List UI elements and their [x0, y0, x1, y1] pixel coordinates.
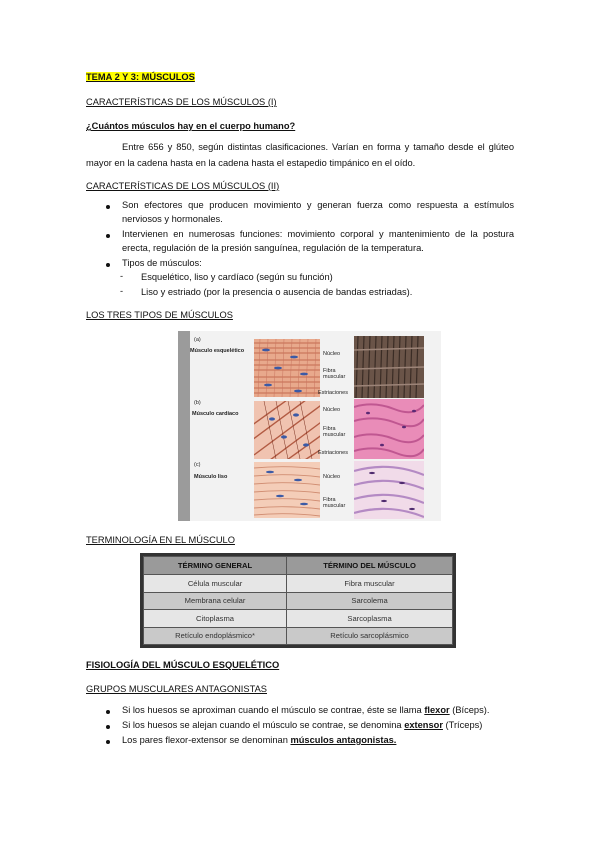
panel-letter-b: (b)	[194, 400, 201, 406]
panel-letter-a: (a)	[194, 337, 201, 343]
section-heading-characteristics-1: CARACTERÍSTICAS DE LOS MÚSCULOS (I)	[86, 97, 277, 107]
bullet-icon	[106, 263, 110, 267]
table-header: TÉRMINO GENERAL	[144, 557, 287, 575]
sub-list-item: Esquelético, liso y cardíaco (según su función)	[141, 272, 333, 282]
bullet-icon	[106, 740, 110, 744]
list-item: Si los huesos se aproximan cuando el músculo se contrae, éste se llama flexor (Bíceps).	[122, 705, 490, 715]
label-muscular-b: muscular	[323, 432, 346, 438]
label-fiber-c: Fibra	[323, 497, 336, 503]
table-cell: Sarcoplasma	[287, 610, 453, 628]
table-row	[144, 592, 453, 610]
dash-marker: -	[120, 271, 124, 281]
label-striations-a: Estriaciones	[318, 390, 348, 396]
label-skeletal-muscle: Músculo esquelético	[190, 348, 245, 354]
document-title: TEMA 2 Y 3: MÚSCULOS	[86, 72, 195, 82]
section-heading-characteristics-2: CARACTERÍSTICAS DE LOS MÚSCULOS (II)	[86, 181, 280, 191]
terminology-table	[140, 553, 456, 648]
bullet-icon	[106, 725, 110, 729]
sub-list-item: Liso y estriado (por la presencia o ausencia de bandas estriadas).	[141, 287, 413, 297]
bullet-icon	[106, 205, 110, 209]
skeletal-micrograph	[354, 336, 424, 398]
list-item: Si los huesos se alejan cuando el músculo se contrae, se denomina extensor (Tríceps)	[122, 720, 483, 730]
panel-letter-c: (c)	[194, 462, 201, 468]
intro-paragraph: Entre 656 y 850, según distintas clasificaciones. Varían en forma y tamaño desde el glúteo mayor en la cadena hasta en la cadena hasta el estapedio timpánico en el oído.	[86, 142, 514, 168]
label-fiber-a: Fibra	[323, 368, 336, 374]
table-cell: Retículo sarcoplásmico	[287, 627, 453, 645]
table-row	[144, 627, 453, 645]
cardiac-muscle-drawing	[254, 401, 320, 459]
table-cell: Sarcolema	[287, 592, 453, 610]
figure-side-bar	[178, 331, 190, 521]
table-header: TÉRMINO DEL MÚSCULO	[287, 557, 453, 575]
label-fiber-b: Fibra	[323, 426, 336, 432]
list-item: Intervienen en numerosas funciones: movimiento corporal y mantenimiento de la postura erecta, regulación de la presión sanguínea, regulación de la temperatura.	[122, 229, 514, 253]
label-striations-b: Estriaciones	[318, 450, 348, 456]
label-nucleus-b: Núcleo	[323, 407, 341, 413]
cardiac-micrograph	[354, 399, 424, 459]
smooth-micrograph	[354, 461, 424, 519]
table-cell: Citoplasma	[144, 610, 287, 628]
term-flexor: flexor	[424, 705, 450, 715]
label-nucleus-a: Núcleo	[323, 351, 341, 357]
table-cell: Retículo endoplásmico*	[144, 627, 287, 645]
label-smooth-muscle: Músculo liso	[194, 474, 228, 480]
term-antagonists: músculos antagonistas.	[290, 735, 397, 745]
muscle-types-figure	[178, 331, 441, 521]
bullet-icon	[106, 710, 110, 714]
table-row	[144, 610, 453, 628]
list-item: Los pares flexor-extensor se denominan músculos antagonistas.	[122, 735, 397, 745]
label-nucleus-c: Núcleo	[323, 474, 341, 480]
section-heading-three-types: LOS TRES TIPOS DE MÚSCULOS	[86, 310, 233, 320]
question-heading: ¿Cuántos músculos hay en el cuerpo humano?	[86, 121, 296, 131]
list-item: Tipos de músculos:	[122, 258, 202, 268]
table-cell: Membrana celular	[144, 592, 287, 610]
section-heading-terminology: TERMINOLOGÍA EN EL MÚSCULO	[86, 535, 235, 545]
table-row	[144, 575, 453, 593]
section-heading-physiology: FISIOLOGÍA DEL MÚSCULO ESQUELÉTICO	[86, 660, 280, 670]
label-muscular-a: muscular	[323, 374, 346, 380]
label-muscular-c: muscular	[323, 503, 346, 509]
dash-marker: -	[120, 286, 124, 296]
subheading-antagonist-groups: GRUPOS MUSCULARES ANTAGONISTAS	[86, 684, 267, 694]
bullet-icon	[106, 234, 110, 238]
smooth-muscle-drawing	[254, 462, 320, 518]
table-cell: Fibra muscular	[287, 575, 453, 593]
term-extensor: extensor	[404, 720, 443, 730]
skeletal-muscle-drawing	[254, 339, 320, 397]
table-cell: Célula muscular	[144, 575, 287, 593]
list-item: Son efectores que producen movimiento y generan fuerza como respuesta a estímulos nerviosos y hormonales.	[122, 200, 514, 224]
label-cardiac-muscle: Músculo cardíaco	[192, 411, 239, 417]
